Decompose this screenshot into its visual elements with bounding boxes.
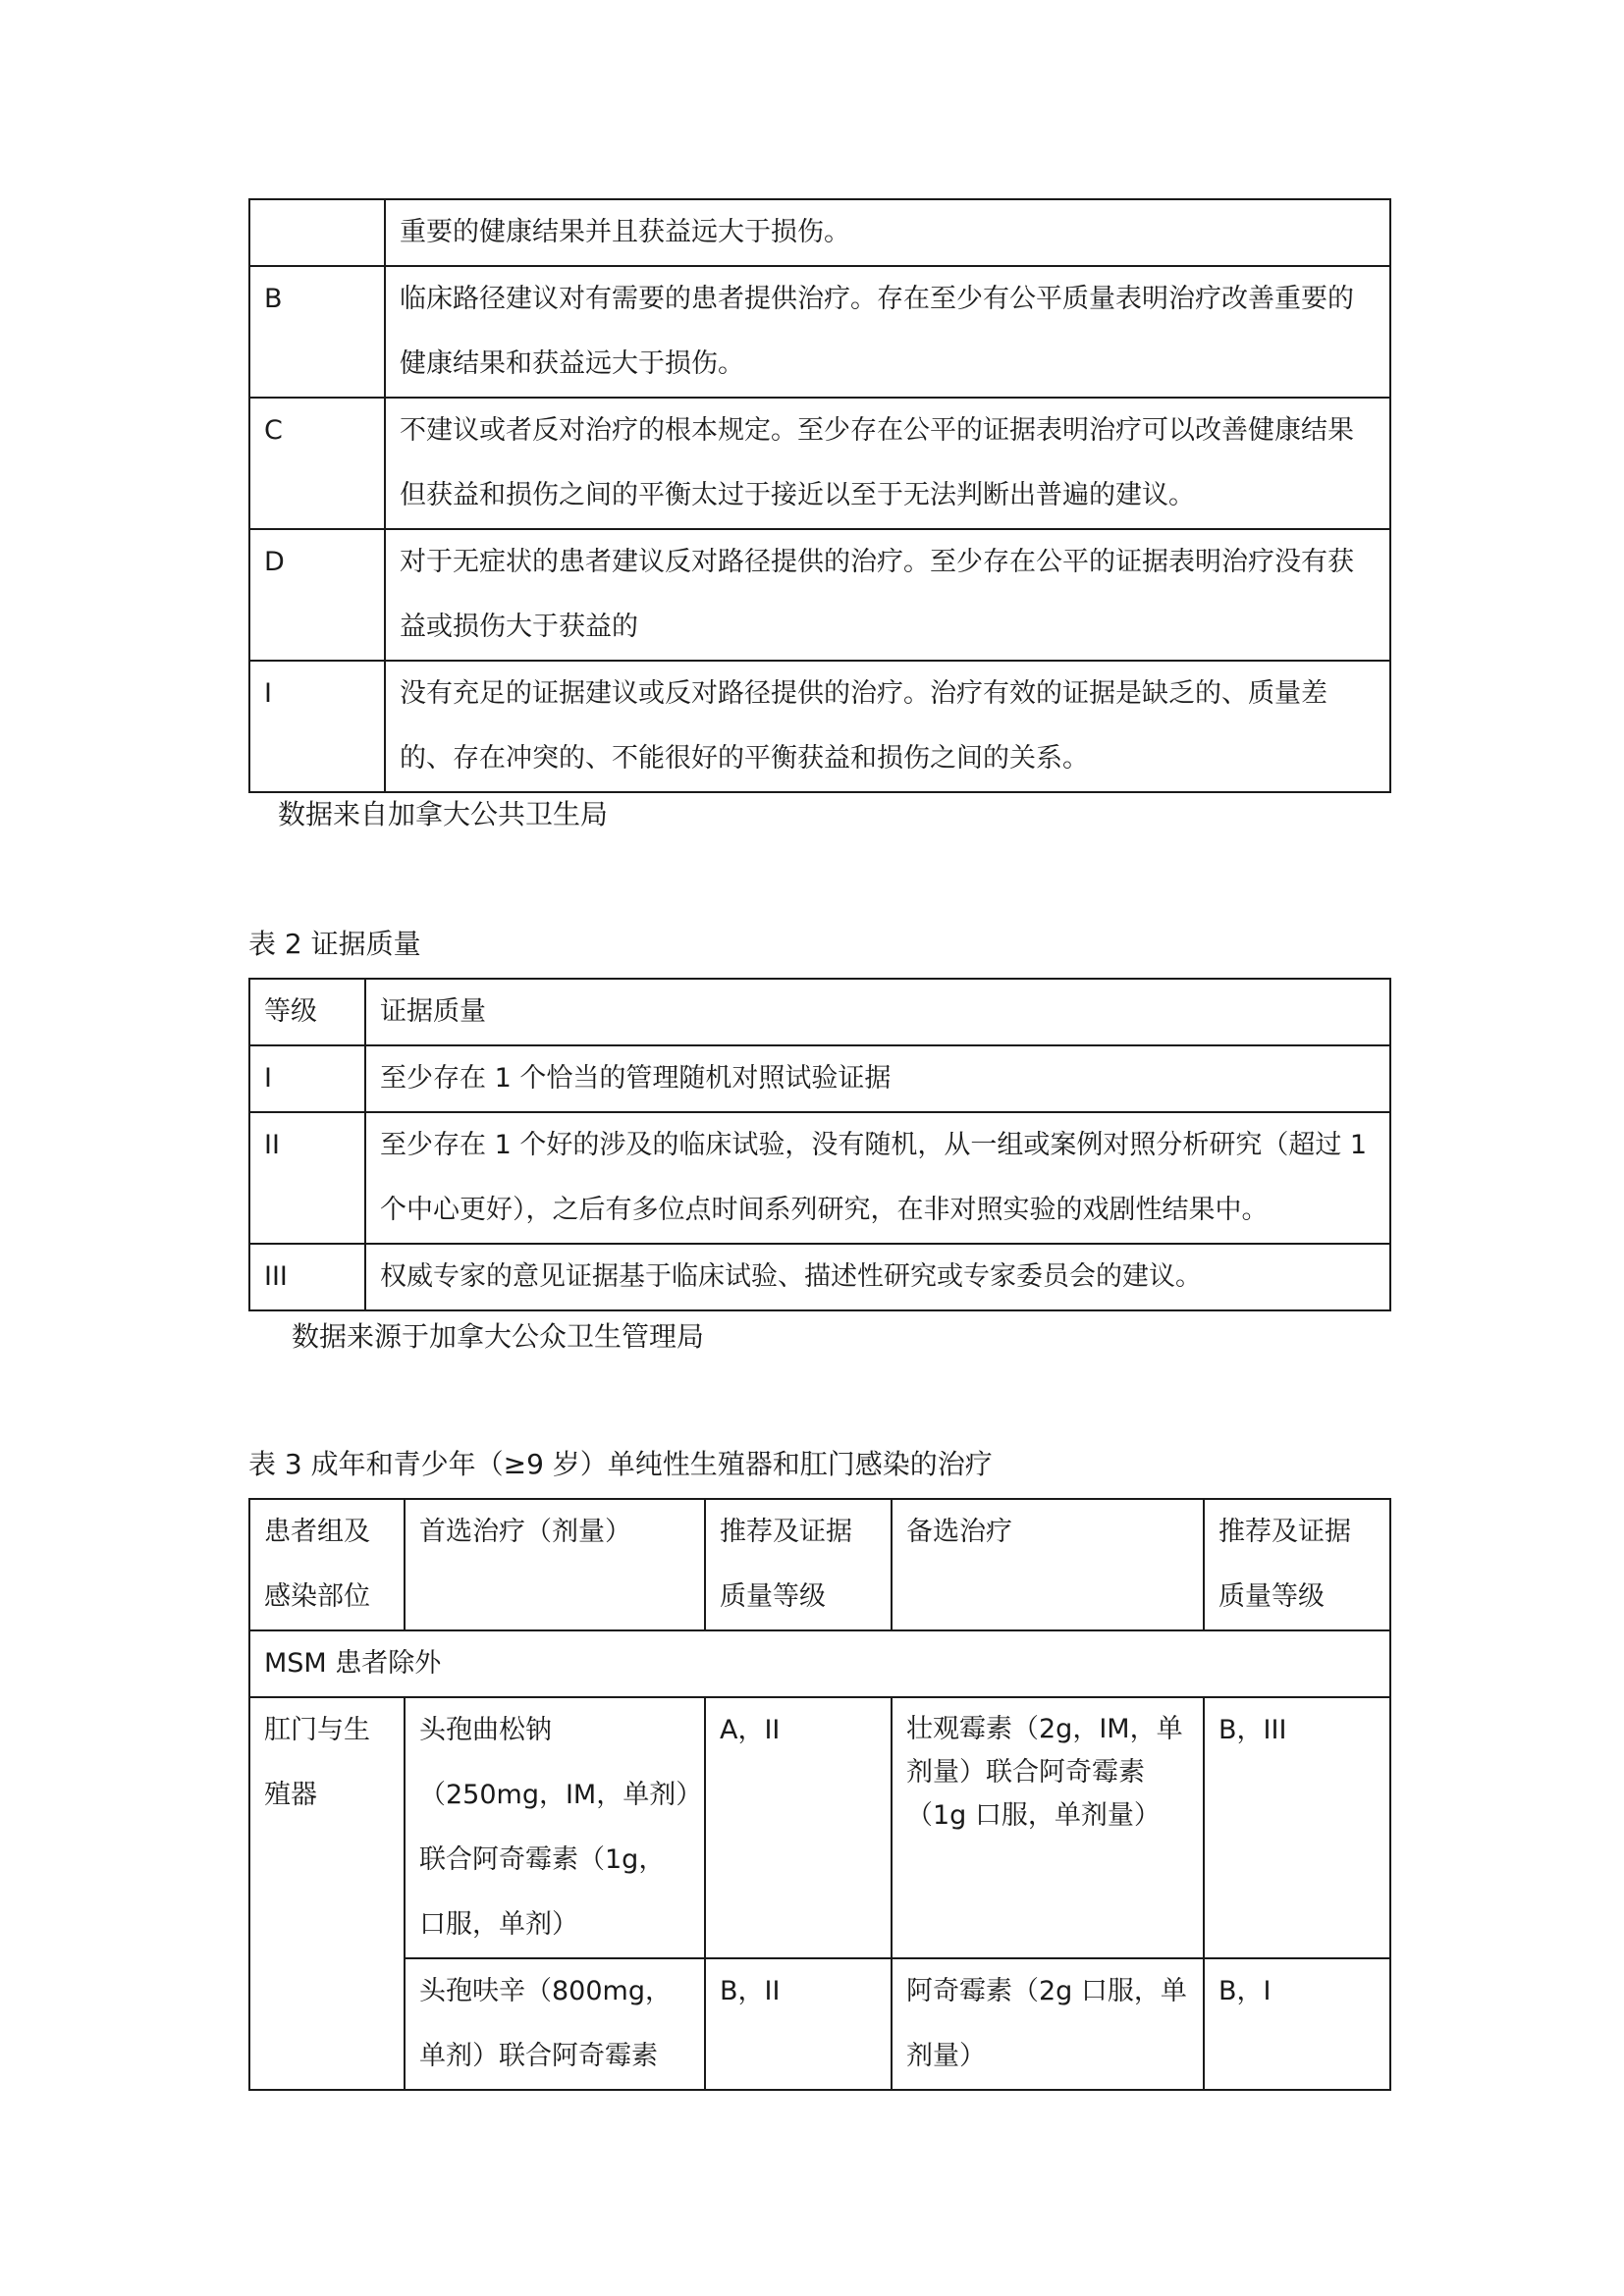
table-row [249, 1244, 1390, 1310]
grade-cell: I [249, 1045, 365, 1112]
header-alternative-grade: 推荐及证据质量等级 [1204, 1499, 1390, 1630]
grade-cell: C [249, 398, 385, 529]
preferred-treatment-cell: 头孢曲松钠（250mg，IM，单剂）联合阿奇霉素（1g，口服，单剂） [405, 1697, 705, 1958]
table-row [249, 1697, 1390, 1958]
header-grade: 等级 [249, 979, 365, 1045]
table-row [249, 661, 1390, 792]
table-row [249, 1112, 1390, 1244]
table2-caption: 表 2 证据质量 [248, 928, 421, 960]
table1-source-note: 数据来自加拿大公共卫生局 [278, 798, 609, 830]
preferred-treatment-cell: 头孢呋辛（800mg，单剂）联合阿奇霉素 [405, 1958, 705, 2090]
preferred-grade-cell: B，II [705, 1958, 892, 2090]
table-header-row [249, 1499, 1390, 1630]
grade-cell: D [249, 529, 385, 661]
description-cell: 没有充足的证据建议或反对路径提供的治疗。治疗有效的证据是缺乏的、质量差的、存在冲突的、不能很好的平衡获益和损伤之间的关系。 [385, 661, 1390, 792]
grade-cell: I [249, 661, 385, 792]
table-row [249, 199, 1390, 266]
header-patient-group: 患者组及感染部位 [249, 1499, 405, 1630]
description-cell: 权威专家的意见证据基于临床试验、描述性研究或专家委员会的建议。 [365, 1244, 1390, 1310]
description-cell: 临床路径建议对有需要的患者提供治疗。存在至少有公平质量表明治疗改善重要的健康结果和获益远大于损伤。 [385, 266, 1390, 398]
table-row [249, 398, 1390, 529]
table3-caption: 表 3 成年和青少年（≥9 岁）单纯性生殖器和肛门感染的治疗 [248, 1448, 993, 1480]
evidence-quality-table [248, 978, 1391, 1311]
header-preferred-grade: 推荐及证据质量等级 [705, 1499, 892, 1630]
section-row [249, 1630, 1390, 1697]
table-header-row [249, 979, 1390, 1045]
table-row [249, 1045, 1390, 1112]
preferred-grade-cell: A，II [705, 1697, 892, 1958]
table-row [249, 266, 1390, 398]
table-row [249, 529, 1390, 661]
infection-site-cell: 肛门与生殖器 [249, 1697, 405, 2090]
description-cell: 不建议或者反对治疗的根本规定。至少存在公平的证据表明治疗可以改善健康结果但获益和损伤之间的平衡太过于接近以至于无法判断出普遍的建议。 [385, 398, 1390, 529]
header-preferred-treatment: 首选治疗（剂量） [405, 1499, 705, 1630]
treatment-table [248, 1498, 1391, 2091]
grade-cell: III [249, 1244, 365, 1310]
alternative-grade-cell: B，I [1204, 1958, 1390, 2090]
alternative-treatment-cell: 阿奇霉素（2g 口服，单剂量） [892, 1958, 1204, 2090]
grade-cell [249, 199, 385, 266]
alternative-treatment-cell: 壮观霉素（2g，IM，单剂量）联合阿奇霉素（1g 口服，单剂量） [892, 1697, 1204, 1958]
description-cell: 至少存在 1 个恰当的管理随机对照试验证据 [365, 1045, 1390, 1112]
description-cell: 重要的健康结果并且获益远大于损伤。 [385, 199, 1390, 266]
header-alternative-treatment: 备选治疗 [892, 1499, 1204, 1630]
table-row [249, 1958, 1390, 2090]
recommendation-grade-table [248, 198, 1391, 793]
header-quality: 证据质量 [365, 979, 1390, 1045]
alternative-grade-cell: B，III [1204, 1697, 1390, 1958]
table2-source-note: 数据来源于加拿大公众卫生管理局 [292, 1320, 705, 1353]
grade-cell: II [249, 1112, 365, 1244]
section-label: MSM 患者除外 [249, 1630, 1390, 1697]
description-cell: 对于无症状的患者建议反对路径提供的治疗。至少存在公平的证据表明治疗没有获益或损伤大于获益的 [385, 529, 1390, 661]
description-cell: 至少存在 1 个好的涉及的临床试验，没有随机，从一组或案例对照分析研究（超过 1 个中心更好），之后有多位点时间系列研究，在非对照实验的戏剧性结果中。 [365, 1112, 1390, 1244]
grade-cell: B [249, 266, 385, 398]
